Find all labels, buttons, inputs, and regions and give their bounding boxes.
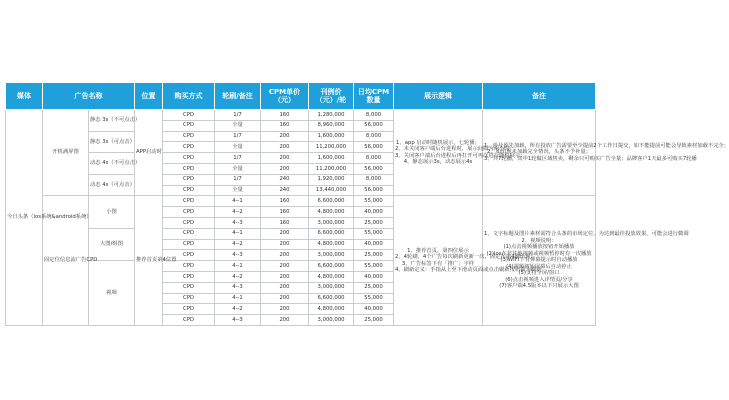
buy-method-cell: CPD [163, 131, 215, 142]
note-line: (6)点击视频进入详情页/分享 [505, 276, 573, 283]
note-line: 1、涉及预先加载，所有投放广告需要至少提前2个工作日提交，如不能提前可能会导致素材加载不完全； [484, 142, 729, 149]
cpm-price-cell: 160 [261, 120, 309, 131]
note-line: (4)视频初始屏幕后自动停止 [506, 263, 572, 270]
rotation-cell: 全量 [215, 185, 261, 196]
daily-cpm-cell: 55,000 [354, 261, 394, 272]
list-price-cell: 6,600,000 [309, 196, 354, 207]
rotation-cell: 1/7 [215, 131, 261, 142]
list-price-cell: 4,800,000 [309, 207, 354, 218]
rotation-cell: 4--3 [215, 217, 261, 228]
rotation-cell: 4--1 [215, 261, 261, 272]
daily-cpm-cell: 56,000 [354, 142, 394, 153]
display-logic-cell [394, 110, 526, 196]
rotation-cell: 4--3 [215, 282, 261, 293]
note-line: 2、视频说明： [521, 237, 557, 244]
buy-method-cell: CPD [163, 185, 215, 196]
cpm-price-cell: 200 [261, 282, 309, 293]
rotation-cell: 4--2 [215, 271, 261, 282]
note-line: (1)点击视频播放按钮开始播放 [503, 244, 575, 251]
note-line: (3)WIFI下有彈幕提示时自动播放 [500, 257, 578, 264]
rotation-cell: 1/7 [215, 174, 261, 185]
list-price-cell: 6,600,000 [309, 261, 354, 272]
buy-method-cell: CPD [163, 250, 215, 261]
header-row [6, 83, 596, 110]
daily-cpm-cell: 56,000 [354, 163, 394, 174]
rotation-cell: 4--2 [215, 207, 261, 218]
buy-method-cell: CPD [163, 153, 215, 164]
daily-cpm-cell: 40,000 [354, 271, 394, 282]
cpm-price-cell: 240 [261, 174, 309, 185]
buy-method-cell: CPD [163, 239, 215, 250]
logic-line: 2、未关闭客户端后台进程时，展示间隔为两小时； [395, 146, 515, 153]
header-note: 备注 [483, 83, 596, 110]
buy-method-cell: CPD [163, 293, 215, 304]
rotation-cell: 1/7 [215, 110, 261, 121]
cpm-price-cell: 200 [261, 131, 309, 142]
buy-method-cell: CPD [163, 217, 215, 228]
rotation-cell: 4--3 [215, 250, 261, 261]
cpm-price-cell: 240 [261, 185, 309, 196]
logic-line: 3、关闭客户端后台进程后再打开可再次进行随机展示； [395, 152, 526, 159]
note-line: (5)支持全屏/窗口 [518, 270, 560, 277]
daily-cpm-cell: 8,000 [354, 110, 394, 121]
cpm-price-cell: 200 [261, 315, 309, 326]
position-cell: APP启动时 [135, 110, 163, 196]
cpm-price-cell: 160 [261, 217, 309, 228]
buy-method-cell: CPD [163, 163, 215, 174]
list-price-cell: 11,200,000 [309, 163, 354, 174]
buy-method-cell: CPD [163, 110, 215, 121]
logic-line: 3、广告标签下有「推广」字样 [401, 260, 475, 267]
buy-method-cell: CPD [163, 282, 215, 293]
cpm-price-cell: 160 [261, 110, 309, 121]
daily-cpm-cell: 40,000 [354, 304, 394, 315]
daily-cpm-cell: 8,000 [354, 131, 394, 142]
header-list-price: 刊例价（元）/轮 [309, 83, 354, 110]
rotation-cell: 4--1 [215, 196, 261, 207]
logic-line: 1、app 启动时随机展示，七轮播； [396, 139, 480, 146]
buy-method-cell: CPD [163, 207, 215, 218]
buy-method-cell: CPD [163, 174, 215, 185]
ad-name-cell: 固定位信息流广告CPD [43, 196, 89, 326]
daily-cpm-cell: 40,000 [354, 239, 394, 250]
header-media: 媒体 [6, 83, 43, 110]
logic-line: 2、4轮刷，4个广告每次刷新更新一次，固定在第4刷出现； [395, 254, 536, 261]
cpm-price-cell: 200 [261, 271, 309, 282]
cpm-price-cell: 200 [261, 163, 309, 174]
header-cpm-price: CPM单价（元） [261, 83, 309, 110]
buy-method-cell: CPD [163, 261, 215, 272]
cpm-price-cell: 200 [261, 239, 309, 250]
rotation-cell: 4--3 [215, 315, 261, 326]
note-line: 3、共7轮播，其中1轮做区域售卖，剩余只可购买广告全量；品牌客户1天最多可购买7轮播 [484, 155, 697, 162]
cpm-price-cell: 200 [261, 250, 309, 261]
list-price-cell: 4,800,000 [309, 304, 354, 315]
cpm-price-cell: 200 [261, 304, 309, 315]
rotation-cell: 4--2 [215, 239, 261, 250]
daily-cpm-cell: 8,000 [354, 174, 394, 185]
rotation-cell: 4--1 [215, 293, 261, 304]
daily-cpm-cell: 25,000 [354, 217, 394, 228]
note-line: (7)客户端4.5版本以下只展示大图 [499, 283, 579, 290]
cpm-price-cell: 200 [261, 142, 309, 153]
daily-cpm-cell: 40,000 [354, 207, 394, 218]
rotation-cell: 全量 [215, 120, 261, 131]
list-price-cell: 3,000,000 [309, 282, 354, 293]
rotation-cell: 4--2 [215, 304, 261, 315]
list-price-cell: 1,280,000 [309, 110, 354, 121]
list-price-cell: 3,000,000 [309, 217, 354, 228]
daily-cpm-cell: 25,000 [354, 282, 394, 293]
media-cell: 今日头条（ios系统&android系统） [6, 110, 43, 326]
buy-method-cell: CPD [163, 271, 215, 282]
list-price-cell: 1,920,000 [309, 174, 354, 185]
note-cell [483, 196, 689, 326]
daily-cpm-cell: 56,000 [354, 185, 394, 196]
list-price-cell: 13,440,000 [309, 185, 354, 196]
header-rotation: 轮刷/备注 [215, 83, 261, 110]
daily-cpm-cell: 55,000 [354, 196, 394, 207]
buy-method-cell: CPD [163, 304, 215, 315]
rotation-cell: 全量 [215, 142, 261, 153]
ad-sub-cell: 静态 3s（不可点击） [89, 110, 135, 132]
list-price-cell: 1,600,000 [309, 131, 354, 142]
list-price-cell: 11,200,000 [309, 142, 354, 153]
list-price-cell: 4,800,000 [309, 271, 354, 282]
rotation-cell: 4--1 [215, 228, 261, 239]
daily-cpm-cell: 56,000 [354, 120, 394, 131]
ad-sub-cell: 动态 4s（不可点击） [89, 153, 135, 175]
ad-sub-cell: 大图/组图 [89, 228, 135, 260]
buy-method-cell: CPD [163, 228, 215, 239]
list-price-cell: 4,800,000 [309, 239, 354, 250]
logic-line: 4、静态展示3s，动态展示4s [403, 159, 473, 166]
ad-name-cell: 开机满屏图 [43, 110, 89, 196]
buy-method-cell: CPD [163, 196, 215, 207]
list-price-cell: 6,600,000 [309, 228, 354, 239]
logic-line: 1、推荐首页，第四位展示 [407, 247, 469, 254]
rotation-cell: 全量 [215, 163, 261, 174]
header-position: 位置 [135, 83, 163, 110]
note-line: 2、如出现未加载完全情况，头条不予补量； [486, 149, 591, 156]
ad-sub-cell: 静态 3s（可点击） [89, 131, 135, 153]
table-row [6, 196, 596, 207]
rate-table [5, 82, 729, 326]
ad-sub-cell: 动态 4s（可点击） [89, 174, 135, 196]
list-price-cell: 3,000,000 [309, 315, 354, 326]
list-price-cell: 1,600,000 [309, 153, 354, 164]
header-buy-method: 购买方式 [163, 83, 215, 110]
logic-line: 4、刷新定义：手指从上至下滑动页面或点击刷新按钮视为刷新 [395, 267, 542, 274]
rate-card [5, 82, 729, 326]
cpm-price-cell: 200 [261, 153, 309, 164]
header-ad-name: 广告名称 [43, 83, 135, 110]
cpm-price-cell: 200 [261, 293, 309, 304]
daily-cpm-cell: 55,000 [354, 228, 394, 239]
note-line: (2)ios在非其他视频或视频暂停时有一次播放 [486, 250, 592, 257]
table-row [6, 110, 596, 121]
position-cell: 推荐首页第4位置 [135, 196, 163, 326]
header-display-logic: 展示逻辑 [394, 83, 483, 110]
list-price-cell: 3,000,000 [309, 250, 354, 261]
daily-cpm-cell: 55,000 [354, 293, 394, 304]
rotation-cell: 1/7 [215, 153, 261, 164]
note-line: 1、文字标题及图片素材需符合头条的市场定位，为达到最佳投放效果，可能会进行微调 [484, 231, 689, 238]
buy-method-cell: CPD [163, 315, 215, 326]
ad-sub-cell: 视频 [89, 261, 135, 326]
cpm-price-cell: 160 [261, 207, 309, 218]
cpm-price-cell: 200 [261, 228, 309, 239]
daily-cpm-cell: 8,000 [354, 153, 394, 164]
daily-cpm-cell: 25,000 [354, 250, 394, 261]
note-cell [483, 110, 729, 196]
buy-method-cell: CPD [163, 142, 215, 153]
list-price-cell: 8,960,000 [309, 120, 354, 131]
header-daily-cpm: 日均CPM数量 [354, 83, 394, 110]
list-price-cell: 6,600,000 [309, 293, 354, 304]
cpm-price-cell: 160 [261, 196, 309, 207]
cpm-price-cell: 200 [261, 261, 309, 272]
buy-method-cell: CPD [163, 120, 215, 131]
daily-cpm-cell: 25,000 [354, 315, 394, 326]
ad-sub-cell: 小图 [89, 196, 135, 228]
